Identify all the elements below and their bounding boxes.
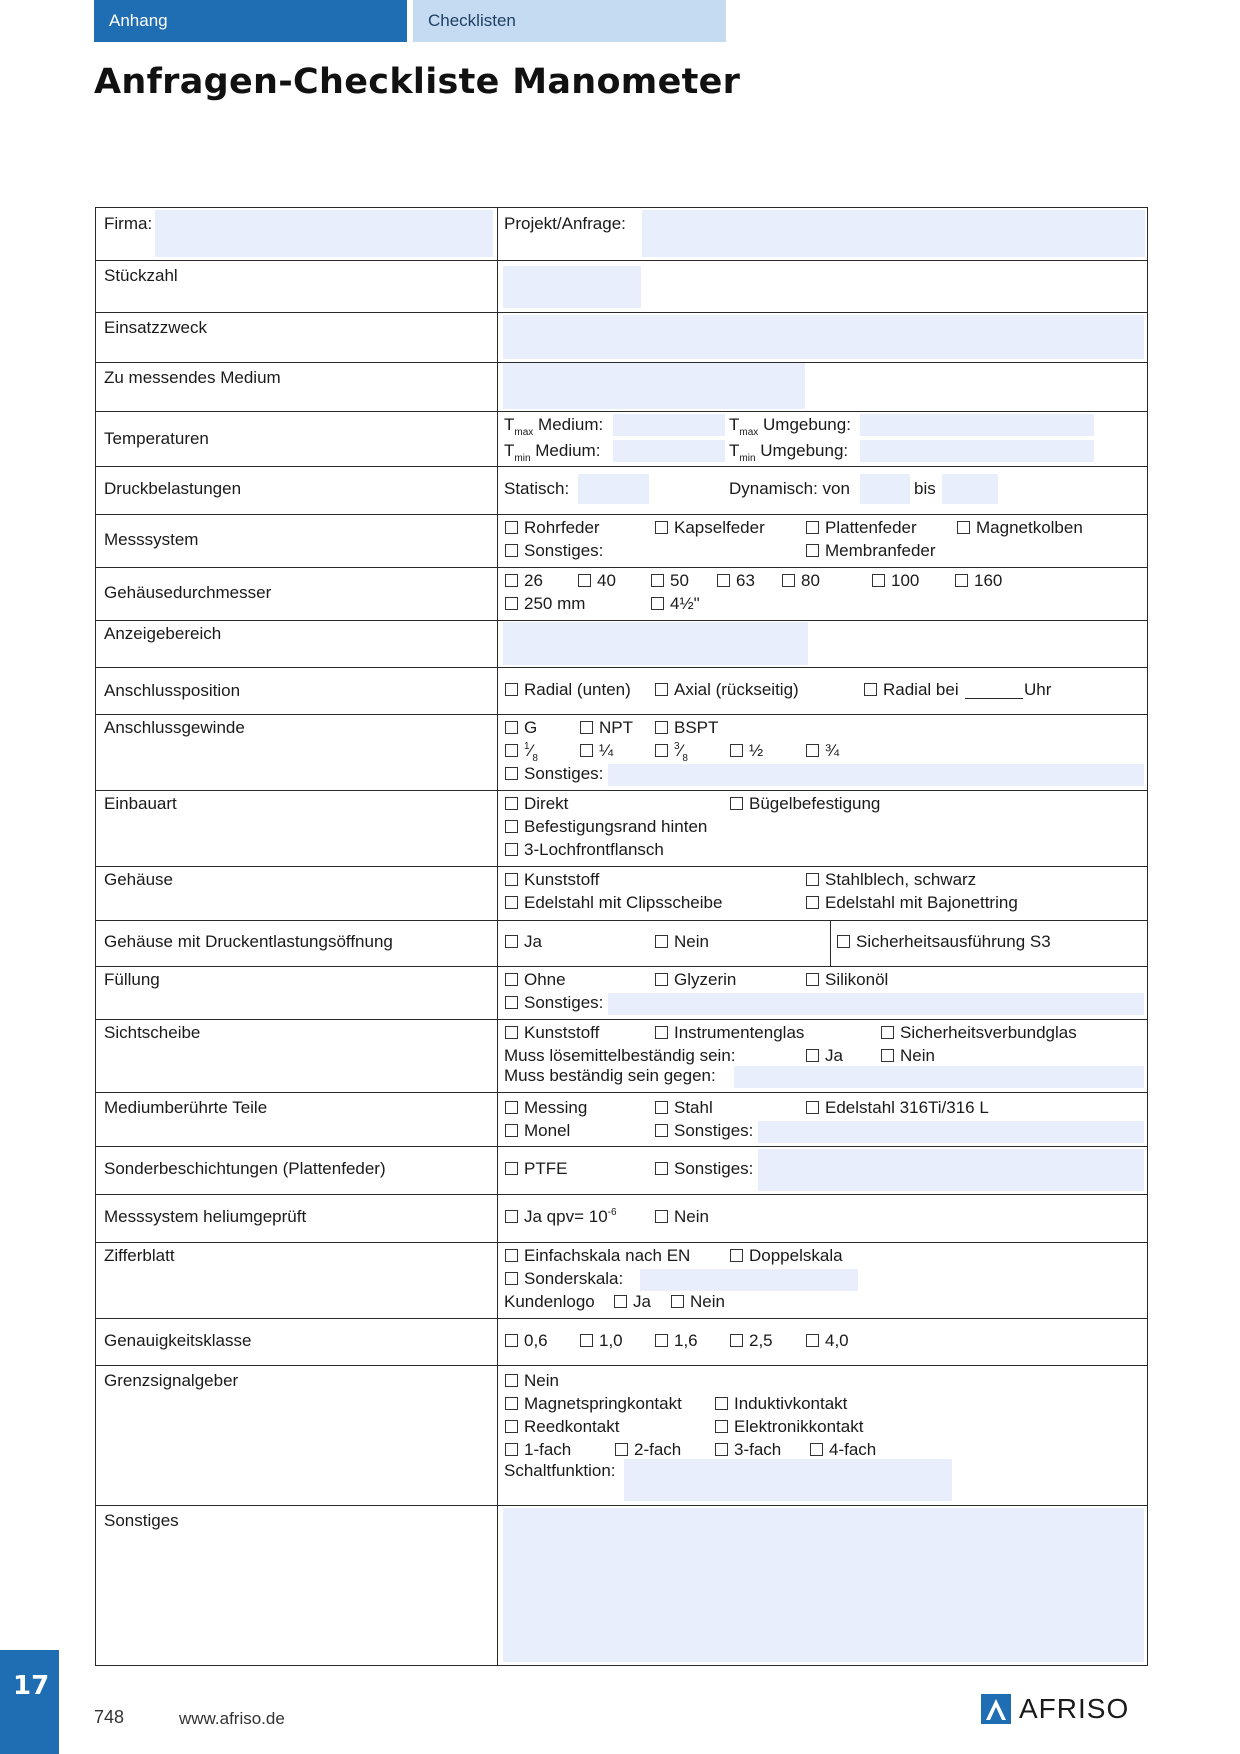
option-helium-nein: Nein: [674, 1207, 709, 1226]
option-glyzerin: Glyzerin: [674, 970, 737, 989]
checkbox-d50[interactable]: [651, 574, 664, 587]
druckbelastungen-label: Druckbelastungen: [104, 479, 242, 498]
checkbox-1-2[interactable]: [730, 744, 743, 757]
row-anzeigebereich: [96, 620, 1147, 667]
row-gehaeusedurchmesser: [96, 567, 1147, 620]
firma-field[interactable]: [155, 210, 493, 257]
row-druckbelastungen: [96, 466, 1147, 514]
schaltfunktion-field[interactable]: [624, 1459, 952, 1501]
option-kapselfeder: Kapselfeder: [674, 518, 765, 537]
page-title: Anfragen-Checkliste Manometer: [94, 62, 741, 102]
row-helium: [96, 1194, 1147, 1242]
helium-label: Messsystem heliumgeprüft: [104, 1207, 307, 1226]
option-sonstiges-teile: Sonstiges:: [674, 1121, 754, 1140]
checkbox-instrumentenglas[interactable]: [655, 1026, 668, 1039]
stueckzahl-field[interactable]: [503, 266, 641, 308]
checkbox-2fach[interactable]: [615, 1443, 628, 1456]
option-uhr: Uhr: [1024, 680, 1052, 699]
option-loesemittel-nein: Nein: [900, 1046, 935, 1065]
option-buegel: Bügelbefestigung: [749, 794, 881, 813]
checkbox-radial-bei[interactable]: [864, 683, 877, 696]
row-stueckzahl: [96, 260, 1147, 312]
option-d250: 250 mm: [524, 594, 586, 613]
row-mediumberuehrte: [96, 1092, 1147, 1146]
row-firma: [96, 208, 1147, 260]
checkbox-einfachskala[interactable]: [505, 1249, 518, 1262]
option-magnetspring: Magnetspringkontakt: [524, 1394, 682, 1413]
checkbox-sonderskala[interactable]: [505, 1272, 518, 1285]
option-stahlblech: Stahlblech, schwarz: [825, 870, 977, 889]
sonstiges-beschichtung-field[interactable]: [758, 1149, 1144, 1191]
checkbox-d160[interactable]: [955, 574, 968, 587]
checkbox-kl-25[interactable]: [730, 1334, 743, 1347]
dynamisch-von-label: Dynamisch: von: [729, 479, 850, 498]
checkbox-1-4[interactable]: [580, 744, 593, 757]
row-grenzsignal: [96, 1365, 1147, 1505]
sonderskala-field[interactable]: [640, 1269, 858, 1291]
zifferblatt-label: Zifferblatt: [104, 1246, 175, 1265]
anzeigebereich-label: Anzeigebereich: [104, 624, 222, 643]
checklist-form: [95, 207, 1148, 1666]
option-d160: 160: [974, 571, 1003, 590]
option-silikonoel: Silikonöl: [825, 970, 889, 989]
row-zifferblatt: [96, 1242, 1147, 1318]
sonstiges-label: Sonstiges: [104, 1511, 179, 1530]
option-g: G: [524, 718, 538, 737]
option-ptfe: PTFE: [524, 1159, 568, 1178]
option-sonstiges-beschichtung: Sonstiges:: [674, 1159, 754, 1178]
option-edelstahl-316: Edelstahl 316Ti/316 L: [825, 1098, 989, 1117]
option-sicherheitsverbundglas: Sicherheitsverbundglas: [900, 1023, 1077, 1042]
tmin-medium-label: $T_{min}$ Medium:: [504, 441, 601, 464]
checkbox-d100[interactable]: [872, 574, 885, 587]
checkbox-1-8[interactable]: [505, 744, 518, 757]
sonstiges-gewinde-field[interactable]: [608, 764, 1144, 786]
checkbox-d80[interactable]: [782, 574, 795, 587]
option-kundenlogo-ja: Ja: [633, 1292, 651, 1311]
sonderbeschichtungen-label: Sonderbeschichtungen (Plattenfeder): [104, 1159, 386, 1178]
option-kl-16: 1,6: [674, 1331, 698, 1350]
checkbox-kundenlogo-nein[interactable]: [671, 1295, 684, 1308]
checkbox-d63[interactable]: [717, 574, 730, 587]
checkbox-glyzerin[interactable]: [655, 973, 668, 986]
tab-anhang[interactable]: Anhang: [94, 0, 407, 42]
checkbox-kunststoff-gehaeuse[interactable]: [505, 873, 518, 886]
option-doppelskala: Doppelskala: [749, 1246, 843, 1265]
stueckzahl-label: Stückzahl: [104, 266, 178, 285]
option-kl-06: 0,6: [524, 1331, 548, 1350]
checkbox-stahlblech[interactable]: [806, 873, 819, 886]
checkbox-4fach[interactable]: [810, 1443, 823, 1456]
option-radial-unten: Radial (unten): [524, 680, 631, 699]
medium-field[interactable]: [503, 363, 805, 409]
option-lochfrontflansch: 3-Lochfrontflansch: [524, 840, 664, 859]
checkbox-kl-40[interactable]: [806, 1334, 819, 1347]
row-fuellung: [96, 966, 1147, 1019]
option-elektronik: Elektronikkontakt: [734, 1417, 864, 1436]
checkbox-1fach[interactable]: [505, 1443, 518, 1456]
sonstiges-fuellung-field[interactable]: [608, 993, 1144, 1015]
option-3-8: $^3⁄_8$: [674, 741, 688, 764]
checkbox-druckentlastung-ja[interactable]: [505, 935, 518, 948]
option-plattenfeder: Plattenfeder: [825, 518, 917, 537]
checkbox-bajonettring[interactable]: [806, 896, 819, 909]
option-radial-bei: Radial bei: [883, 680, 959, 699]
checkbox-direkt[interactable]: [505, 797, 518, 810]
tmax-medium-label: $T_{max}$ Medium:: [504, 415, 604, 438]
checkbox-sonstiges-messsystem[interactable]: [505, 544, 518, 557]
schaltfunktion-label: Schaltfunktion:: [504, 1461, 616, 1480]
chapter-badge: 17: [0, 1650, 59, 1754]
checkbox-radial-unten[interactable]: [505, 683, 518, 696]
checkbox-magnetkolben[interactable]: [957, 521, 970, 534]
sichtscheibe-label: Sichtscheibe: [104, 1023, 201, 1042]
row-druckentlastung: [96, 920, 1147, 966]
option-3-4: ¾: [825, 741, 840, 760]
row-sichtscheibe: [96, 1019, 1147, 1092]
checkbox-loesemittel-nein[interactable]: [881, 1049, 894, 1062]
option-reed: Reedkontakt: [524, 1417, 620, 1436]
temperaturen-label: Temperaturen: [104, 429, 209, 448]
checkbox-sonstiges-beschichtung[interactable]: [655, 1162, 668, 1175]
option-clipsscheibe: Edelstahl mit Clipsscheibe: [524, 893, 723, 912]
option-kunststoff-gehaeuse: Kunststoff: [524, 870, 600, 889]
checkbox-befestigungsrand[interactable]: [505, 820, 518, 833]
sonstiges-teile-field[interactable]: [758, 1121, 1144, 1143]
dynamisch-von-field[interactable]: [860, 474, 910, 504]
checkbox-ohne[interactable]: [505, 973, 518, 986]
option-messing: Messing: [524, 1098, 588, 1117]
option-stahl: Stahl: [674, 1098, 713, 1117]
statisch-field[interactable]: [578, 474, 649, 504]
option-kl-10: 1,0: [599, 1331, 623, 1350]
checkbox-d26[interactable]: [505, 574, 518, 587]
option-2fach: 2-fach: [634, 1440, 682, 1459]
option-sonstiges-fuellung: Sonstiges:: [524, 993, 604, 1012]
option-magnetkolben: Magnetkolben: [976, 518, 1083, 537]
checkbox-rohrfeder[interactable]: [505, 521, 518, 534]
checkbox-doppelskala[interactable]: [730, 1249, 743, 1262]
mediumberuehrte-label: Mediumberührte Teile: [104, 1098, 268, 1117]
checkbox-monel[interactable]: [505, 1124, 518, 1137]
afriso-logo-icon: [981, 1694, 1011, 1724]
option-instrumentenglas: Instrumentenglas: [674, 1023, 805, 1042]
checkbox-clipsscheibe[interactable]: [505, 896, 518, 909]
option-1-4: ¼: [599, 741, 614, 760]
s3-divider: [830, 920, 831, 966]
grenzsignal-label: Grenzsignalgeber: [104, 1371, 239, 1390]
option-sonstiges-gewinde: Sonstiges:: [524, 764, 604, 783]
checkbox-g[interactable]: [505, 721, 518, 734]
option-1fach: 1-fach: [524, 1440, 572, 1459]
option-druckentlastung-ja: Ja: [524, 932, 542, 951]
checkbox-sonstiges-teile[interactable]: [655, 1124, 668, 1137]
row-temperaturen: [96, 411, 1147, 466]
option-3fach: 3-fach: [734, 1440, 782, 1459]
option-einfachskala: Einfachskala nach EN: [524, 1246, 691, 1265]
option-bspt: BSPT: [674, 718, 719, 737]
tmax-umgebung-field[interactable]: [860, 414, 1094, 436]
checkbox-stahl[interactable]: [655, 1101, 668, 1114]
checkbox-membranfeder[interactable]: [806, 544, 819, 557]
option-axial: Axial (rückseitig): [674, 680, 799, 699]
bestaendig-field[interactable]: [734, 1066, 1144, 1088]
checkbox-3fach[interactable]: [715, 1443, 728, 1456]
bestaendig-label: Muss beständig sein gegen:: [504, 1066, 716, 1085]
checkbox-axial[interactable]: [655, 683, 668, 696]
option-grenz-nein: Nein: [524, 1371, 559, 1390]
option-loesemittel-ja: Ja: [825, 1046, 843, 1065]
uhr-blank-line[interactable]: [965, 698, 1023, 699]
option-sonstiges-messsystem: Sonstiges:: [524, 541, 604, 560]
checkbox-helium-nein[interactable]: [655, 1210, 668, 1223]
checkbox-kapselfeder[interactable]: [655, 521, 668, 534]
einbauart-label: Einbauart: [104, 794, 177, 813]
genauigkeit-label: Genauigkeitsklasse: [104, 1331, 252, 1350]
tmin-umgebung-field[interactable]: [860, 440, 1094, 462]
row-genauigkeit: [96, 1318, 1147, 1365]
tmax-medium-field[interactable]: [613, 414, 725, 436]
option-d63: 63: [736, 571, 755, 590]
checkbox-ptfe[interactable]: [505, 1162, 518, 1175]
tmin-medium-field[interactable]: [613, 440, 725, 462]
row-einsatzzweck: [96, 312, 1147, 362]
checkbox-npt[interactable]: [580, 721, 593, 734]
tmax-umgebung-label: $T_{max}$ Umgebung:: [729, 415, 851, 438]
option-d100: 100: [891, 571, 920, 590]
row-messsystem: [96, 514, 1147, 567]
option-helium-ja: Ja $qpv= 10^{-6}$: [524, 1207, 617, 1226]
kundenlogo-label: Kundenlogo: [504, 1292, 595, 1311]
checkbox-buegel[interactable]: [730, 797, 743, 810]
projekt-field[interactable]: [642, 210, 1145, 257]
projekt-label: Projekt/Anfrage:: [504, 214, 626, 233]
checkbox-magnetspring[interactable]: [505, 1397, 518, 1410]
option-befestigungsrand: Befestigungsrand hinten: [524, 817, 708, 836]
checkbox-kl-06[interactable]: [505, 1334, 518, 1347]
einsatzzweck-label: Einsatzzweck: [104, 318, 207, 337]
checkbox-reed[interactable]: [505, 1420, 518, 1433]
checkbox-s3[interactable]: [837, 935, 850, 948]
option-bajonettring: Edelstahl mit Bajonettring: [825, 893, 1018, 912]
checkbox-kl-10[interactable]: [580, 1334, 593, 1347]
option-direkt: Direkt: [524, 794, 569, 813]
fuellung-label: Füllung: [104, 970, 160, 989]
option-npt: NPT: [599, 718, 633, 737]
footer-url[interactable]: www.afriso.de: [179, 1709, 285, 1728]
checkbox-3-4[interactable]: [806, 744, 819, 757]
einsatzzweck-field[interactable]: [503, 315, 1144, 359]
anschlussgewinde-label: Anschlussgewinde: [104, 718, 245, 737]
anzeigebereich-field[interactable]: [503, 622, 808, 665]
dynamisch-bis-field[interactable]: [942, 474, 998, 504]
checkbox-sicherheitsverbundglas[interactable]: [881, 1026, 894, 1039]
checkbox-druckentlastung-nein[interactable]: [655, 935, 668, 948]
messsystem-label: Messsystem: [104, 530, 199, 549]
option-induktiv: Induktivkontakt: [734, 1394, 848, 1413]
anschlussposition-label: Anschlussposition: [104, 681, 241, 700]
option-kundenlogo-nein: Nein: [690, 1292, 725, 1311]
option-kl-40: 4,0: [825, 1331, 849, 1350]
option-d40: 40: [597, 571, 616, 590]
option-monel: Monel: [524, 1121, 571, 1140]
option-d80: 80: [801, 571, 820, 590]
row-sonderbeschichtungen: [96, 1146, 1147, 1194]
checkbox-d250[interactable]: [505, 597, 518, 610]
checkbox-helium-ja[interactable]: [505, 1210, 518, 1223]
bis-label: bis: [914, 479, 936, 498]
statisch-label: Statisch:: [504, 479, 570, 498]
row-sonstiges: [96, 1505, 1147, 1667]
afriso-logo: [981, 1694, 1129, 1724]
option-d4half: 4½": [670, 594, 700, 613]
checkbox-d4half[interactable]: [651, 597, 664, 610]
option-sonderskala: Sonderskala:: [524, 1269, 624, 1288]
checkbox-bspt[interactable]: [655, 721, 668, 734]
checkbox-kunststoff-scheibe[interactable]: [505, 1026, 518, 1039]
tab-checklisten[interactable]: Checklisten: [413, 0, 726, 42]
option-s3: Sicherheitsausführung S3: [856, 932, 1051, 951]
checkbox-silikonoel[interactable]: [806, 973, 819, 986]
checkbox-sonstiges-fuellung[interactable]: [505, 996, 518, 1009]
row-gehaeuse: [96, 866, 1147, 920]
page-number: 748: [94, 1707, 125, 1727]
option-1-2: ½: [749, 741, 764, 760]
druckentlastung-label: Gehäuse mit Druckentlastungsöffnung: [104, 932, 393, 951]
row-einbauart: [96, 790, 1147, 866]
checkbox-plattenfeder[interactable]: [806, 521, 819, 534]
checkbox-d40[interactable]: [578, 574, 591, 587]
tmin-umgebung-label: $T_{min}$ Umgebung:: [729, 441, 849, 464]
checkbox-kundenlogo-ja[interactable]: [614, 1295, 627, 1308]
option-1-8: $^1⁄_8$: [524, 741, 538, 764]
sonstiges-field[interactable]: [503, 1508, 1144, 1662]
option-membranfeder: Membranfeder: [825, 541, 936, 560]
firma-label: Firma:: [104, 214, 153, 233]
option-d50: 50: [670, 571, 689, 590]
checkbox-messing[interactable]: [505, 1101, 518, 1114]
checkbox-loesemittel-ja[interactable]: [806, 1049, 819, 1062]
gehaeuse-label: Gehäuse: [104, 870, 173, 889]
option-kl-25: 2,5: [749, 1331, 773, 1350]
checkbox-induktiv[interactable]: [715, 1397, 728, 1410]
option-d26: 26: [524, 571, 543, 590]
gehaeusedurchmesser-label: Gehäusedurchmesser: [104, 583, 272, 602]
checkbox-elektronik[interactable]: [715, 1420, 728, 1433]
checkbox-3-8[interactable]: [655, 744, 668, 757]
checkbox-sonstiges-gewinde[interactable]: [505, 767, 518, 780]
option-rohrfeder: Rohrfeder: [524, 518, 600, 537]
medium-label: Zu messendes Medium: [104, 368, 281, 387]
checkbox-edelstahl-316[interactable]: [806, 1101, 819, 1114]
option-kunststoff-scheibe: Kunststoff: [524, 1023, 600, 1042]
afriso-logo-text: AFRISO: [1019, 1693, 1130, 1724]
row-anschlussgewinde: [96, 714, 1147, 790]
checkbox-lochfrontflansch[interactable]: [505, 843, 518, 856]
option-ohne: Ohne: [524, 970, 566, 989]
checkbox-kl-16[interactable]: [655, 1334, 668, 1347]
row-anschlussposition: [96, 667, 1147, 714]
row-medium: [96, 362, 1147, 411]
option-4fach: 4-fach: [829, 1440, 877, 1459]
checkbox-grenz-nein[interactable]: [505, 1374, 518, 1387]
option-druckentlastung-nein: Nein: [674, 932, 709, 951]
loesemittel-label: Muss lösemittelbeständig sein:: [504, 1046, 736, 1065]
